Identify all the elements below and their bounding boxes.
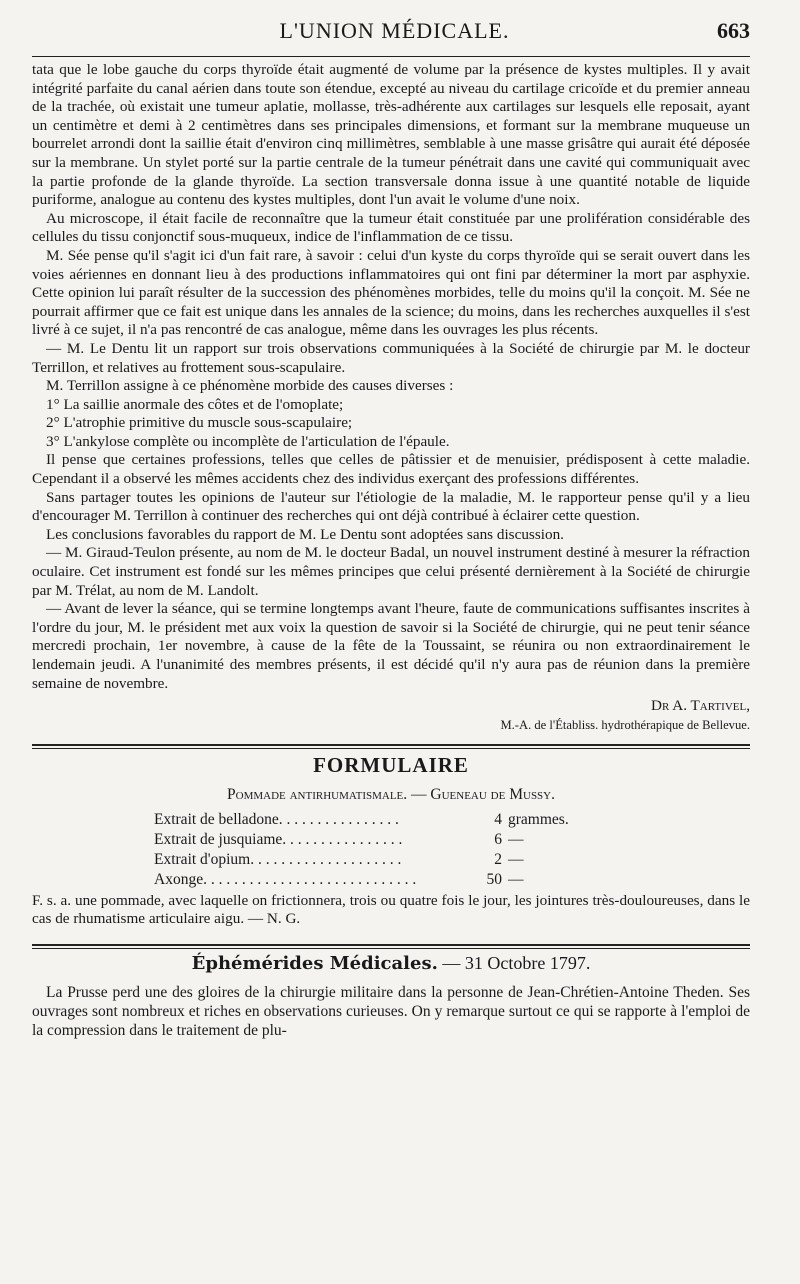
formula-note: F. s. a. une pommade, avec laquelle on frictionnera, trois ou quatre fois le jour, les jointures très-douloureuses, dans le cas de rhumatisme articulaire aigu. — N. G. — [32, 891, 750, 928]
list-item: 1° La saillie anormale des côtes et de l'omoplate; — [46, 395, 344, 413]
paragraph: La Prusse perd une des gloires de la chirurgie militaire dans la personne de Jean-Chrétien-Antoine Theden. Ses ouvrages sont nombreux et riches en observations curieuses. On y remarque surtout ce qui se rapporte à l'emploi de la compression dans le traitement de plu- — [32, 984, 750, 1039]
formula-heading: Pommade antirhumatismale. — Gueneau de Mussy. — [227, 785, 555, 803]
ingredient-list — [154, 810, 750, 890]
ephemerides-body — [32, 984, 750, 1040]
paragraph: — M. Giraud-Teulon présente, au nom de M. le docteur Badal, un nouvel instrument destiné à mesurer la réfraction oculaire. Cet instrument est fondé sur les mêmes principes que celui présenté dernièrement à la Société de chirurgie par M. Trélat, au nom de M. Landolt. — [32, 544, 750, 599]
journal-title: L'UNION MÉDICALE. — [279, 18, 510, 43]
paragraph: Au microscope, il était facile de reconnaître que la tumeur était constituée par une prolifération considérable des cellules du tissu conjonctif sous-muqueux, indice de l'inflammation de ce tissu. — [32, 209, 750, 246]
section-divider — [32, 744, 750, 749]
header-rule — [32, 56, 750, 57]
paragraph: M. Sée pense qu'il s'agit ici d'un fait rare, à savoir : celui d'un kyste du corps thyroïde qui se serait ouvert dans les voies aériennes en donnant lieu à des productions inflammatoires qui ont fini par déterminer la mort par asphyxie. Cette opinion lui paraît résulter de la succession des phénomènes morbides, telle du moins qu'il la conçoit. M. Sée ne pourrait affirmer que ce fait est unique dans les annales de la science; du moins, dans les recherches auxquelles il s'est livré à ce sujet, il n'a pas rencontré de cas analogue, même dans les ouvrages les plus récents. — [32, 246, 750, 339]
ingredient-row: Extrait d'opium. . . . . . . . . . . . . . . . . . . . 2 — — [154, 850, 524, 868]
paragraph: Il pense que certaines professions, telles que celles de pâtissier et de menuisier, prédisposent à cette maladie. Cependant il a observé les mêmes accidents chez des individus exerçant des professions différentes. — [32, 451, 750, 488]
ingredient-row: Axonge. . . . . . . . . . . . . . . . . . . . . . . . . . . . 50 — — [154, 870, 524, 888]
author-signature: Dr A. Tartivel, — [650, 697, 750, 715]
formulaire-title: FORMULAIRE — [313, 752, 469, 777]
ephemerides-title: Éphémérides Médicales. — 31 Octobre 1797. — [191, 953, 591, 975]
section-divider — [32, 944, 750, 949]
article-body — [32, 61, 750, 693]
paragraph: — Avant de lever la séance, qui se termine longtemps avant l'heure, faute de communications suffisantes inscrites à l'ordre du jour, M. le président met aux voix la question de savoir si la Société de chirurgie, qui ne peut tenir séance mercredi prochain, 1er novembre, à cause de la fête de la Toussaint, se réunira ou non extraordinairement le lendemain jeudi. A l'unanimité des membres présents, il est décidé qu'il n'y aura pas de réunion dans la première semaine de novembre. — [32, 600, 750, 692]
paragraph: Les conclusions favorables du rapport de M. Le Dentu sont adoptées sans discussion. — [46, 525, 564, 543]
list-item: 2° L'atrophie primitive du muscle sous-scapulaire; — [46, 414, 353, 432]
paragraph: M. Terrillon assigne à ce phénomène morbide des causes diverses : — [46, 377, 454, 395]
list-item: 3° L'ankylose complète ou incomplète de l'articulation de l'épaule. — [46, 432, 450, 450]
page-number: 663 — [717, 18, 750, 43]
running-header — [32, 18, 750, 54]
ingredient-row: Extrait de belladone. . . . . . . . . . . . . . . . 4 grammes. — [154, 810, 569, 828]
paragraph: tata que le lobe gauche du corps thyroïde était augmenté de volume par la présence de kystes multiples. Il y avait intégrité parfaite du canal aérien dans toute son étendue, excepté au niveau du cartilage cricoïde et du premier anneau de la trachée, où existait une tumeur aplatie, mollasse, très-adhérente aux cartilages sur lesquels elle reposait, ayant un centimètre et demi à 2 centimètres dans ses principales dimensions, et formant sur la membrane muqueuse un bourrelet arrondi dont la saillie était d'environ cinq millimètres, semblable à une masse grisâtre qui aurait été déposée sur la membrane. Un stylet porté sur la partie centrale de la tumeur pénétrait dans une cavité qui communiquait avec la partie profonde de la glande thyroïde. La section transversale donna issue à une quantité notable de liquide puriforme, analogue au contenu des kystes multiples, dont l'un avait le volume d'une noix. — [32, 61, 750, 209]
paragraph: Sans partager toutes les opinions de l'auteur sur l'étiologie de la maladie, M. le rapporteur pense qu'il y a lieu d'encourager M. Terrillon à continuer des recherches qui ont déjà contribué à éclairer cette question. — [32, 488, 750, 525]
paragraph: — M. Le Dentu lit un rapport sur trois observations communiquées à la Société de chirurgie par M. le docteur Terrillon, et relatives au frottement sous-scapulaire. — [32, 339, 750, 376]
ingredient-row: Extrait de jusquiame. . . . . . . . . . . . . . . . 6 — — [154, 830, 524, 848]
author-affiliation: M.-A. de l'Établiss. hydrothérapique de Bellevue. — [500, 717, 750, 732]
